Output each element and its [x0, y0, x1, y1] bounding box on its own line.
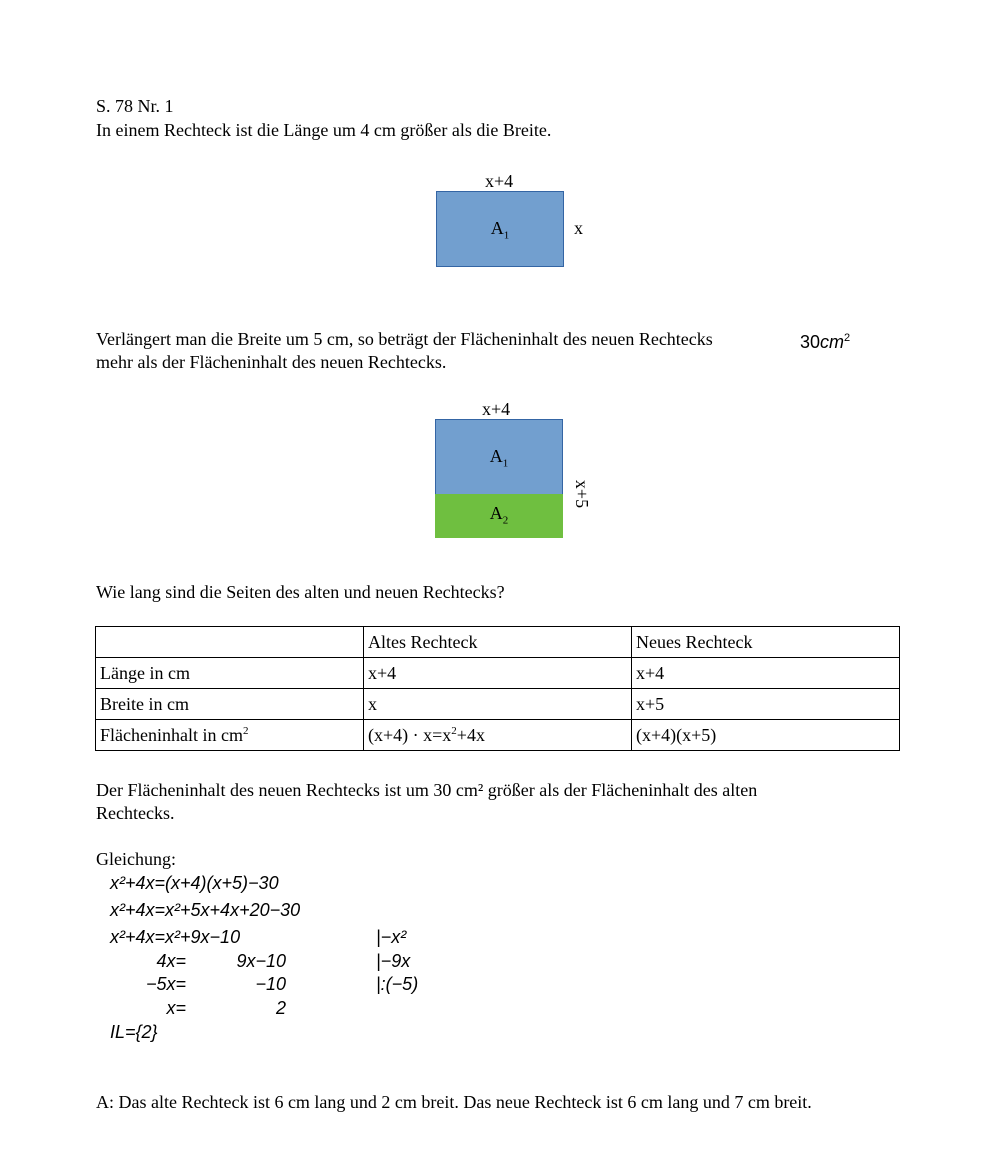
- question-text: Wie lang sind die Seiten des alten und neuen Rechtecks?: [96, 582, 505, 602]
- figure2-a2-label: $A_2$: [489, 503, 509, 527]
- equation-line-4-right: 9x−10: [236, 951, 286, 971]
- figure1-top-label: x+4: [485, 171, 514, 191]
- rectangle-table: [95, 626, 900, 751]
- figure1-side-label: x: [574, 218, 583, 238]
- equation-line-6-right: 2: [275, 998, 286, 1018]
- equation-line-6-left: x=: [166, 998, 186, 1018]
- table-cell: [96, 627, 364, 658]
- figure1-rectangle: [436, 191, 564, 267]
- table-cell: x+4: [364, 658, 632, 689]
- figure2-side-label: x+5: [572, 479, 593, 509]
- paragraph-2-line-2: mehr als der Flächeninhalt des neuen Rechtecks.: [96, 352, 447, 372]
- figure2-rectangle-a2: [435, 494, 563, 538]
- table-cell: Länge in cm: [96, 658, 364, 689]
- intro-text: In einem Rechteck ist die Länge um 4 cm größer als die Breite.: [96, 120, 552, 140]
- table-cell: x: [364, 689, 632, 720]
- figure2-rectangle-a1: [435, 419, 563, 495]
- equation-line-5-right: −10: [255, 974, 286, 994]
- table-row: [96, 689, 900, 720]
- equation-op-5: |:(−5): [376, 974, 419, 994]
- table-cell: $(x+4) \cdot x=x^2+4x$: [364, 720, 632, 751]
- answer-text: A: Das alte Rechteck ist 6 cm lang und 2 cm breit. Das neue Rechteck ist 6 cm lang und 7 cm breit.: [96, 1092, 812, 1112]
- equation-line-4-left: 4x=: [156, 951, 186, 971]
- figure1-area-label: $A_1$: [490, 218, 510, 242]
- equation-op-3: |−x²: [376, 927, 407, 947]
- table-header-row: [96, 627, 900, 658]
- paragraph-2-line-1: Verlängert man die Breite um 5 cm, so beträgt der Flächeninhalt des neuen Rechtecks: [96, 329, 713, 349]
- table-cell: x+5: [632, 689, 900, 720]
- equation-line-3: x²+4x=x²+9x−10: [110, 927, 241, 947]
- table-cell: Altes Rechteck: [364, 627, 632, 658]
- equation-line-1: x²+4x=(x+4)(x+5)−30: [110, 873, 279, 893]
- table-cell: Flächeninhalt in $cm^2$: [96, 720, 364, 751]
- equation-line-2: x²+4x=x²+5x+4x+20−30: [110, 900, 301, 920]
- table-cell: Neues Rechteck: [632, 627, 900, 658]
- table-cell: (x+4)(x+5): [632, 720, 900, 751]
- exercise-header: S. 78 Nr. 1: [96, 96, 174, 116]
- equation-op-4: |−9x: [376, 951, 411, 971]
- table-row: [96, 658, 900, 689]
- table-cell: x+4: [632, 658, 900, 689]
- table-cell: Breite in cm: [96, 689, 364, 720]
- statement-line-1: Der Flächeninhalt des neuen Rechtecks ist um 30 cm² größer als der Flächeninhalt des alten: [96, 780, 758, 800]
- statement-line-2: Rechtecks.: [96, 803, 175, 823]
- solution-set: IL={2}: [110, 1022, 158, 1042]
- paragraph-2-value: $30cm^2$: [800, 332, 851, 352]
- figure2-top-label: x+4: [482, 399, 511, 419]
- table-row-area: [96, 720, 900, 751]
- figure2-a1-label: $A_1$: [489, 446, 509, 470]
- equation-line-5-left: −5x=: [145, 974, 186, 994]
- equation-heading: Gleichung:: [96, 849, 176, 869]
